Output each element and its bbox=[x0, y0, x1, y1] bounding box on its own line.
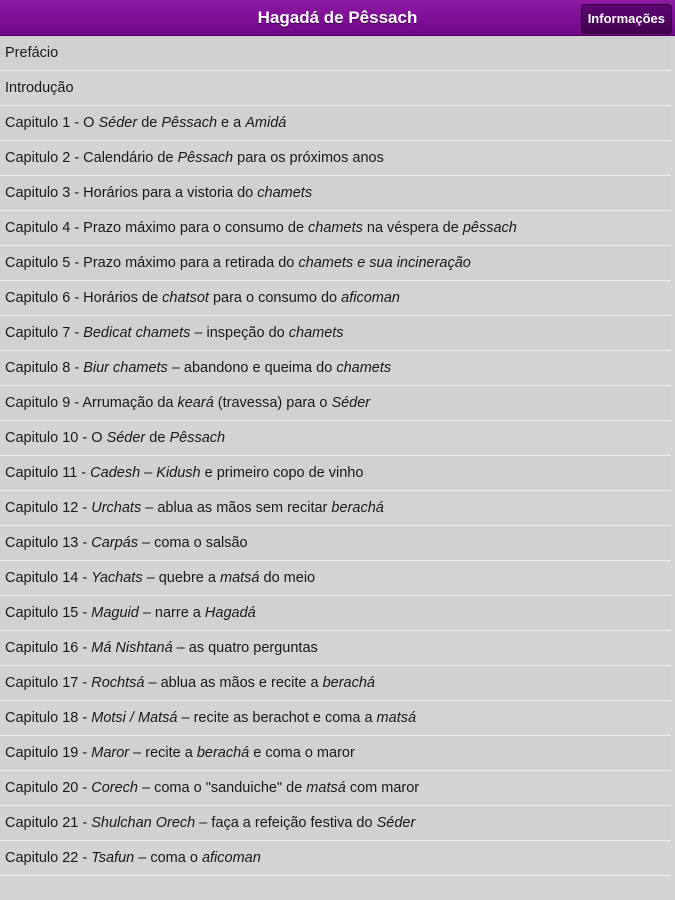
chapter-label-segment: – coma o salsão bbox=[138, 535, 248, 551]
chapter-label-segment: Corech bbox=[91, 780, 138, 796]
chapter-list-item[interactable] bbox=[0, 106, 671, 141]
chapter-list-item[interactable] bbox=[0, 386, 671, 421]
chapter-label-segment: Capitulo 4 - Prazo máximo para o consumo de bbox=[5, 220, 309, 236]
chapter-label-segment: – ablua as mãos e recite a bbox=[144, 675, 323, 691]
chapter-list bbox=[0, 36, 675, 876]
chapter-label-segment: (travessa) para o bbox=[213, 395, 332, 411]
chapter-label-segment: – coma o "sanduiche" de bbox=[138, 780, 307, 796]
chapter-list-item[interactable] bbox=[0, 351, 671, 386]
chapter-list-item[interactable] bbox=[0, 176, 671, 211]
chapter-label-segment: Carpás bbox=[91, 535, 138, 551]
chapter-label-segment: – narre a bbox=[138, 605, 205, 621]
chapter-label-segment: chatsot bbox=[162, 290, 209, 306]
chapter-list-item[interactable] bbox=[0, 841, 671, 876]
chapter-label-segment: Maror bbox=[91, 745, 130, 761]
chapter-label-segment: Capitulo 15 - bbox=[5, 605, 92, 621]
chapter-label-segment: de bbox=[145, 430, 170, 446]
chapter-label-segment: Capitulo 11 - bbox=[5, 465, 91, 481]
chapter-label-segment: – ablua as mãos sem recitar bbox=[141, 500, 332, 516]
chapter-label-segment: e primeiro copo de vinho bbox=[200, 465, 364, 481]
chapter-list-item[interactable] bbox=[0, 281, 671, 316]
chapter-label-segment: de bbox=[137, 115, 162, 131]
chapter-label-segment: Séder bbox=[106, 430, 146, 446]
chapter-label-segment: matsá bbox=[306, 780, 346, 796]
chapter-label-segment: Capitulo 9 - Arrumação da bbox=[5, 395, 178, 411]
chapter-label-segment: Rochtsá bbox=[91, 675, 145, 691]
app-header bbox=[0, 0, 675, 36]
chapter-list-item[interactable] bbox=[0, 316, 671, 351]
chapter-label-segment: Séder bbox=[98, 115, 138, 131]
chapter-label-segment: Bedicat chamets – bbox=[83, 325, 203, 341]
chapter-label-segment: Capitulo 17 - bbox=[5, 675, 92, 691]
chapter-label-segment: Yachats bbox=[91, 570, 143, 586]
chapter-label-segment: e coma o maror bbox=[249, 745, 355, 761]
chapter-label-segment: Capitulo 3 - Horários para a vistoria do bbox=[5, 185, 258, 201]
chapter-label-segment: Capitulo 7 - bbox=[5, 325, 84, 341]
chapter-label-segment: chamets bbox=[288, 325, 344, 341]
chapter-label-segment: Introdução bbox=[5, 80, 74, 96]
chapter-label-segment: Capitulo 16 - bbox=[5, 640, 92, 656]
chapter-label-segment: Capitulo 14 - bbox=[5, 570, 92, 586]
chapter-list-item[interactable] bbox=[0, 211, 671, 246]
chapter-label-segment: – quebre a bbox=[142, 570, 220, 586]
chapter-label-segment: chamets e sua incineração bbox=[298, 255, 471, 271]
chapter-label-segment: Séder bbox=[376, 815, 416, 831]
chapter-list-item[interactable] bbox=[0, 491, 671, 526]
chapter-label-segment: Capitulo 1 - O bbox=[5, 115, 99, 131]
chapter-label-segment: na véspera de bbox=[362, 220, 463, 236]
chapter-list-item[interactable] bbox=[0, 666, 671, 701]
chapter-label-segment: Capitulo 20 - bbox=[5, 780, 92, 796]
chapter-label-segment: Capitulo 13 - bbox=[5, 535, 92, 551]
chapter-label-segment: inspeção do bbox=[202, 325, 289, 341]
chapter-label-segment: Motsi / Matsá bbox=[91, 710, 178, 726]
chapter-label-segment: Maguid bbox=[91, 605, 139, 621]
chapter-label-segment: berachá bbox=[322, 675, 375, 691]
chapter-label-segment: aficoman bbox=[341, 290, 400, 306]
chapter-label-segment: – faça a refeição festiva do bbox=[195, 815, 377, 831]
chapter-label-segment: – abandono e queima do bbox=[167, 360, 337, 376]
chapter-label-segment: Capitulo 2 - Calendário de bbox=[5, 150, 178, 166]
chapter-label-segment: para o consumo do bbox=[208, 290, 342, 306]
chapter-label-segment: com maror bbox=[345, 780, 420, 796]
chapter-list-item[interactable] bbox=[0, 736, 671, 771]
chapter-label-segment: Capitulo 22 - bbox=[5, 850, 92, 866]
chapter-label-segment: – recite a bbox=[129, 745, 197, 761]
chapter-label-segment: Capitulo 8 - bbox=[5, 360, 84, 376]
info-button[interactable]: Informações bbox=[581, 4, 672, 34]
chapter-label-segment: Urchats bbox=[91, 500, 142, 516]
chapter-label-segment: Pêssach bbox=[169, 430, 226, 446]
chapter-label-segment: keará bbox=[177, 395, 214, 411]
chapter-label-segment: – recite as berachot e coma a bbox=[177, 710, 377, 726]
chapter-label-segment: Má Nishtaná bbox=[91, 640, 173, 656]
chapter-list-item[interactable] bbox=[0, 596, 671, 631]
chapter-list-item[interactable] bbox=[0, 456, 671, 491]
chapter-list-item[interactable] bbox=[0, 421, 671, 456]
chapter-label-segment: Tsafun bbox=[91, 850, 135, 866]
chapter-label-segment: – coma o bbox=[134, 850, 202, 866]
chapter-list-item[interactable] bbox=[0, 771, 671, 806]
chapter-label-segment: pêssach bbox=[462, 220, 517, 236]
chapter-label-segment: chamets bbox=[257, 185, 313, 201]
chapter-label-segment: Hagadá bbox=[204, 605, 256, 621]
chapter-list-item[interactable] bbox=[0, 71, 671, 106]
chapter-label-segment: Prefácio bbox=[5, 45, 59, 61]
chapter-label-segment: Cadesh – Kidush bbox=[90, 465, 201, 481]
page-title: Hagadá de Pêssach bbox=[257, 8, 418, 27]
chapter-label-segment: berachá bbox=[196, 745, 250, 761]
chapter-label-segment: Capitulo 6 - Horários de bbox=[5, 290, 163, 306]
chapter-list-item[interactable] bbox=[0, 806, 671, 841]
chapter-label-segment: – as quatro perguntas bbox=[172, 640, 318, 656]
chapter-label-segment: Capitulo 21 - bbox=[5, 815, 92, 831]
chapter-label-segment: e a bbox=[217, 115, 246, 131]
chapter-list-item[interactable] bbox=[0, 246, 671, 281]
chapter-label-segment: Séder bbox=[331, 395, 371, 411]
chapter-label-segment: Capitulo 10 - O bbox=[5, 430, 107, 446]
chapter-label-segment: do meio bbox=[259, 570, 316, 586]
chapter-label-segment: Capitulo 19 - bbox=[5, 745, 92, 761]
chapter-label-segment: aficoman bbox=[201, 850, 261, 866]
chapter-label-segment: Pêssach bbox=[161, 115, 218, 131]
chapter-label-segment: Shulchan Orech bbox=[91, 815, 196, 831]
chapter-list-item[interactable] bbox=[0, 561, 671, 596]
chapter-label-segment: Capitulo 12 - bbox=[5, 500, 92, 516]
chapter-label-segment: Capitulo 18 - bbox=[5, 710, 92, 726]
chapter-label-segment: Pêssach bbox=[177, 150, 234, 166]
chapter-label-segment: para os próximos anos bbox=[233, 150, 384, 166]
chapter-label-segment: Amidá bbox=[245, 115, 287, 131]
chapter-label-segment: Biur chamets bbox=[83, 360, 168, 376]
chapter-list-item[interactable] bbox=[0, 36, 671, 71]
chapter-list-item[interactable] bbox=[0, 701, 671, 736]
chapter-label-segment: matsá bbox=[219, 570, 260, 586]
chapter-label-segment: berachá bbox=[331, 500, 384, 516]
chapter-label-segment: Capitulo 5 - Prazo máximo para a retirada do bbox=[5, 255, 299, 271]
chapter-list-item[interactable] bbox=[0, 631, 671, 666]
chapter-label-segment: chamets bbox=[336, 360, 392, 376]
chapter-list-item[interactable] bbox=[0, 526, 671, 561]
chapter-list-item[interactable] bbox=[0, 141, 671, 176]
chapter-label-segment: matsá bbox=[376, 710, 417, 726]
chapter-label-segment: chamets bbox=[308, 220, 363, 236]
